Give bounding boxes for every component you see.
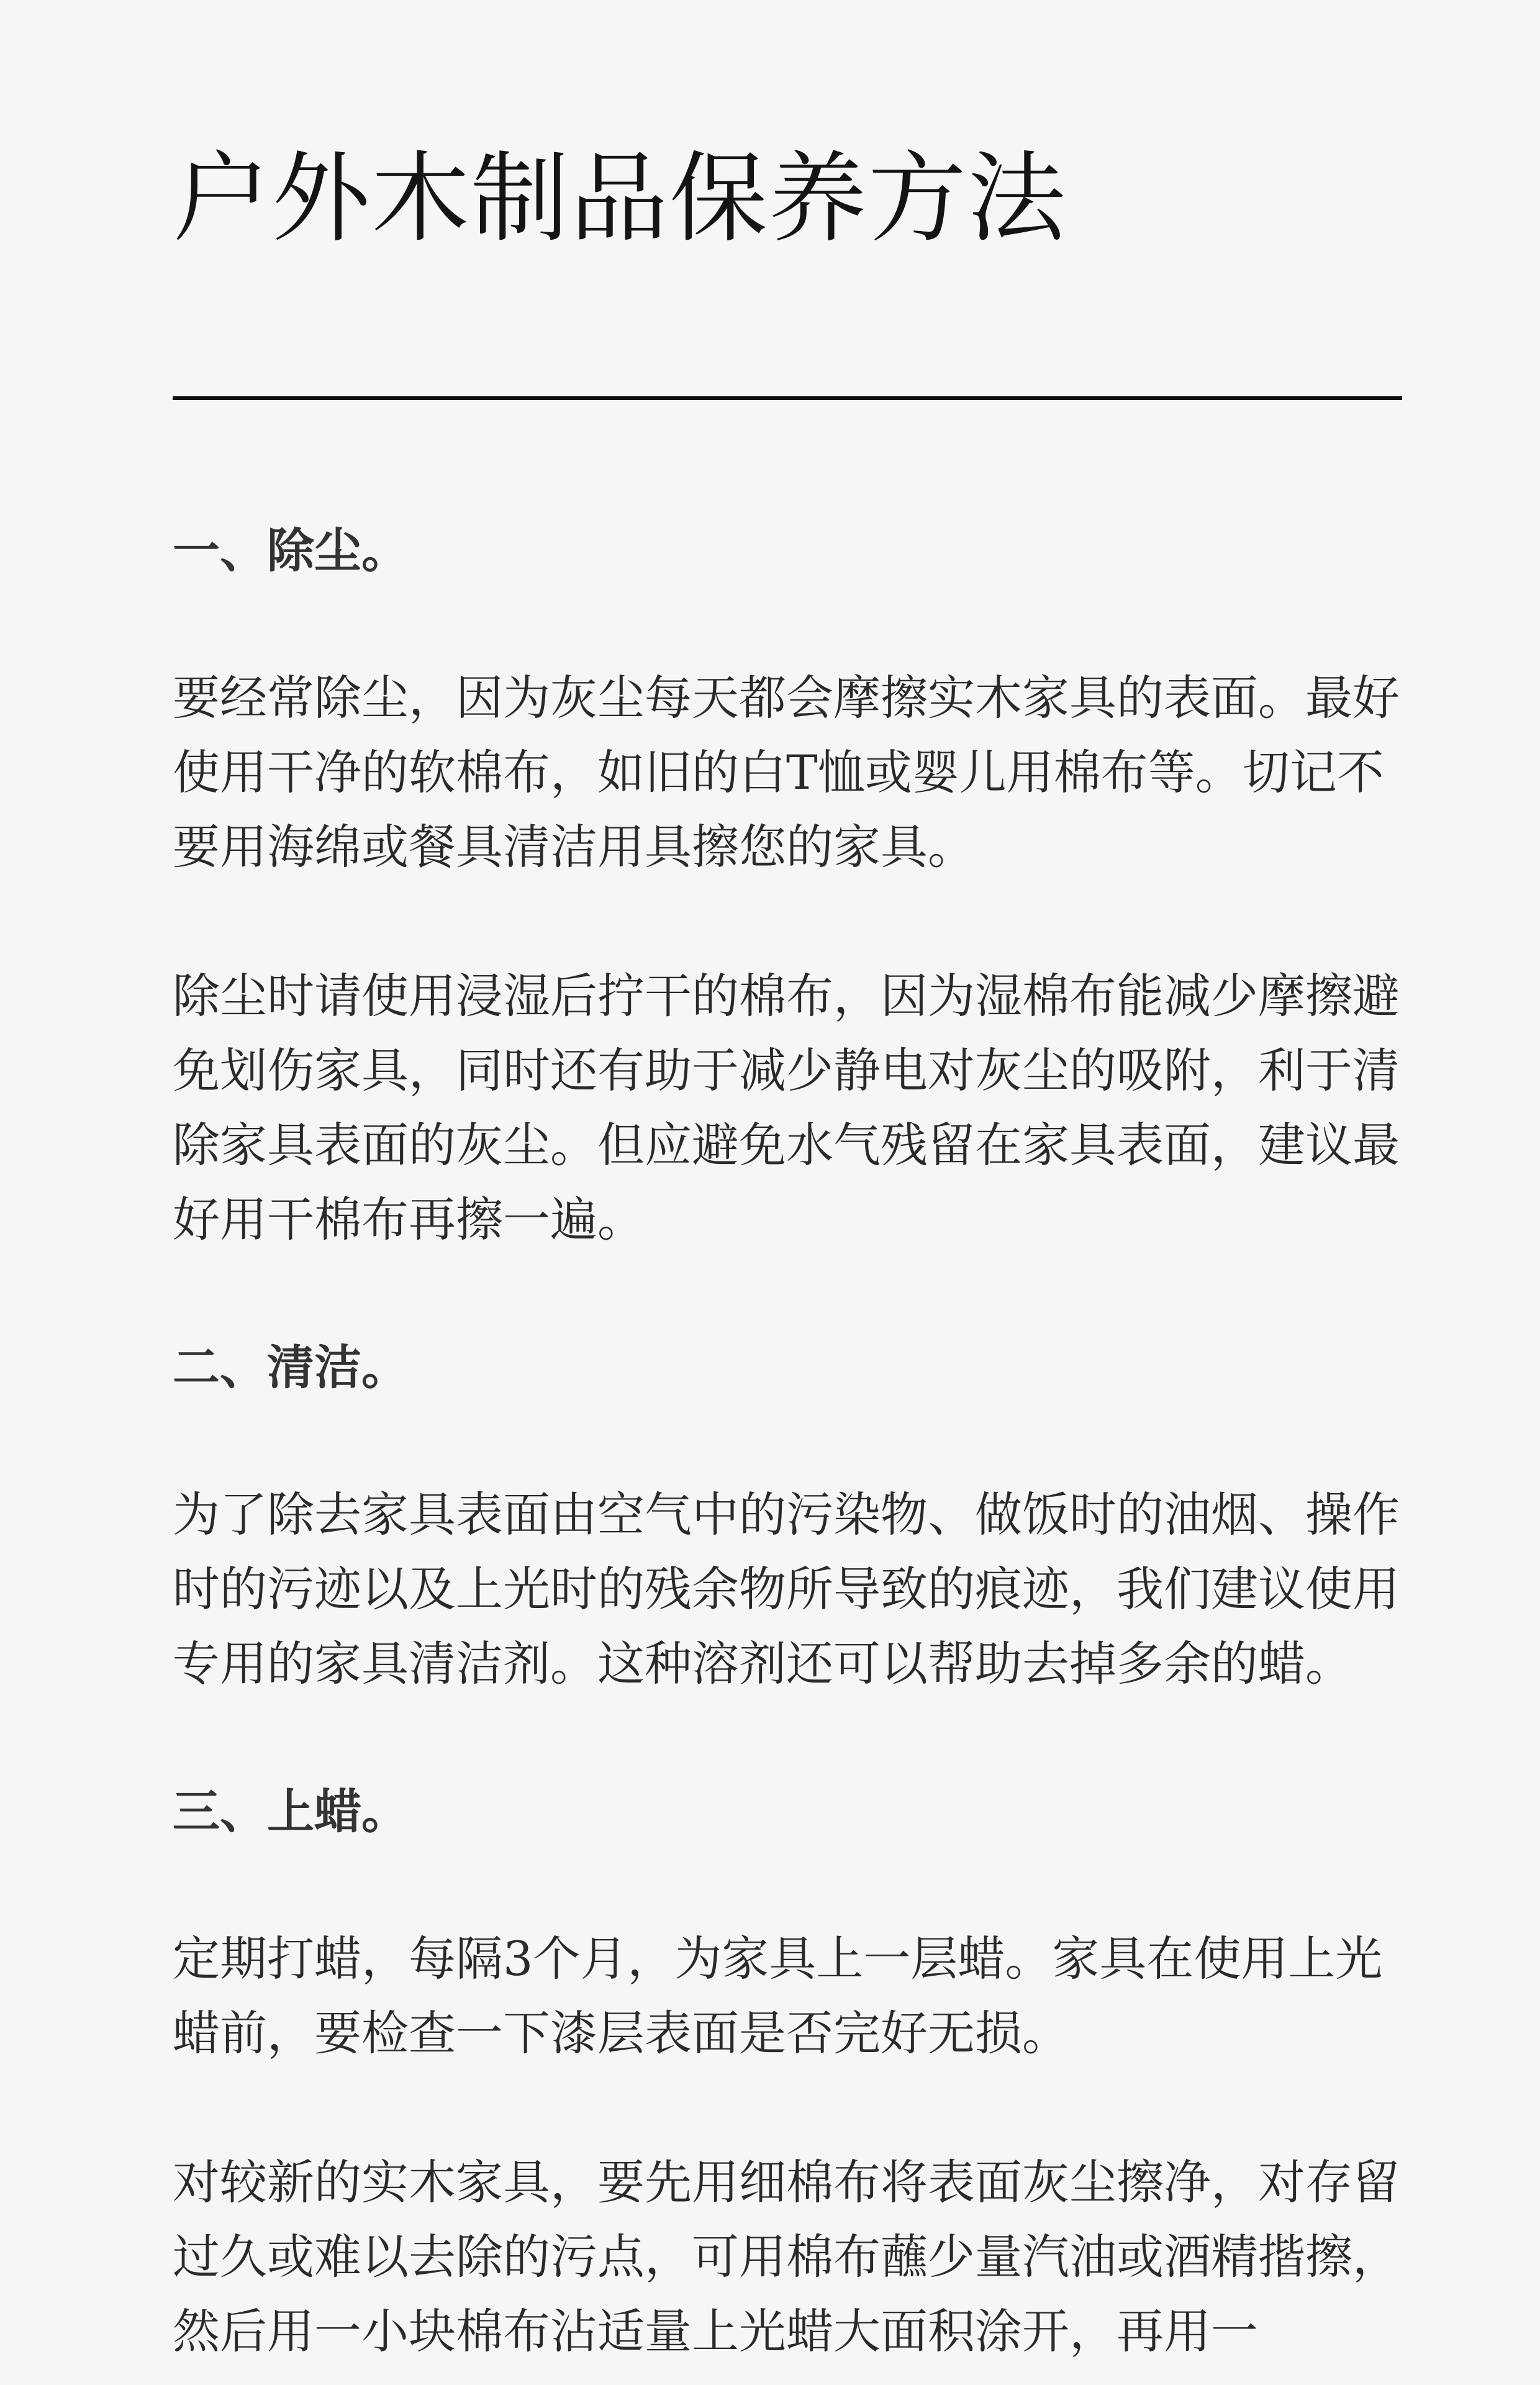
section-paragraph: 为了除去家具表面由空气中的污染物、做饭时的油烟、操作时的污迹以及上光时的残余物所导致的痕迹，我们建议使用专用的家具清洁剂。这种溶剂还可以帮助去掉多余的蜡。 bbox=[173, 1487, 1400, 1691]
section-paragraph: 定期打蜡，每隔3个月，为家具上一层蜡。家具在使用上光蜡前，要检查一下漆层表面是否完好无损。 bbox=[173, 1931, 1383, 2061]
section-heading: 一、除尘。 bbox=[173, 523, 409, 578]
title-divider bbox=[173, 396, 1402, 400]
section-heading: 三、上蜡。 bbox=[173, 1784, 409, 1839]
section-paragraph: 除尘时请使用浸湿后拧干的棉布，因为湿棉布能减少摩擦避免划伤家具，同时还有助于减少静电对灰尘的吸附，利于清除家具表面的灰尘。但应避免水气残留在家具表面，建议最好用干棉布再擦一遍。 bbox=[173, 968, 1400, 1247]
section-dusting bbox=[173, 515, 1402, 1257]
section-heading: 二、清洁。 bbox=[173, 1340, 409, 1395]
section-paragraph: 要经常除尘，因为灰尘每天都会摩擦实木家具的表面。最好使用干净的软棉布，如旧的白T恤或婴儿用棉布等。切记不要用海绵或餐具清洁用具擦您的家具。 bbox=[173, 670, 1400, 874]
article-content bbox=[173, 140, 1402, 2385]
section-paragraph: 对较新的实木家具，要先用细棉布将表面灰尘擦净，对存留过久或难以去除的污点，可用棉布蘸少量汽油或酒精揩擦，然后用一小块棉布沾适量上光蜡大面积涂开，再用一 bbox=[173, 2155, 1400, 2359]
article-title: 户外木制品保养方法 bbox=[173, 142, 1067, 256]
section-waxing bbox=[173, 1776, 1402, 2369]
section-cleaning bbox=[173, 1332, 1402, 1701]
article-sections bbox=[173, 515, 1402, 2369]
